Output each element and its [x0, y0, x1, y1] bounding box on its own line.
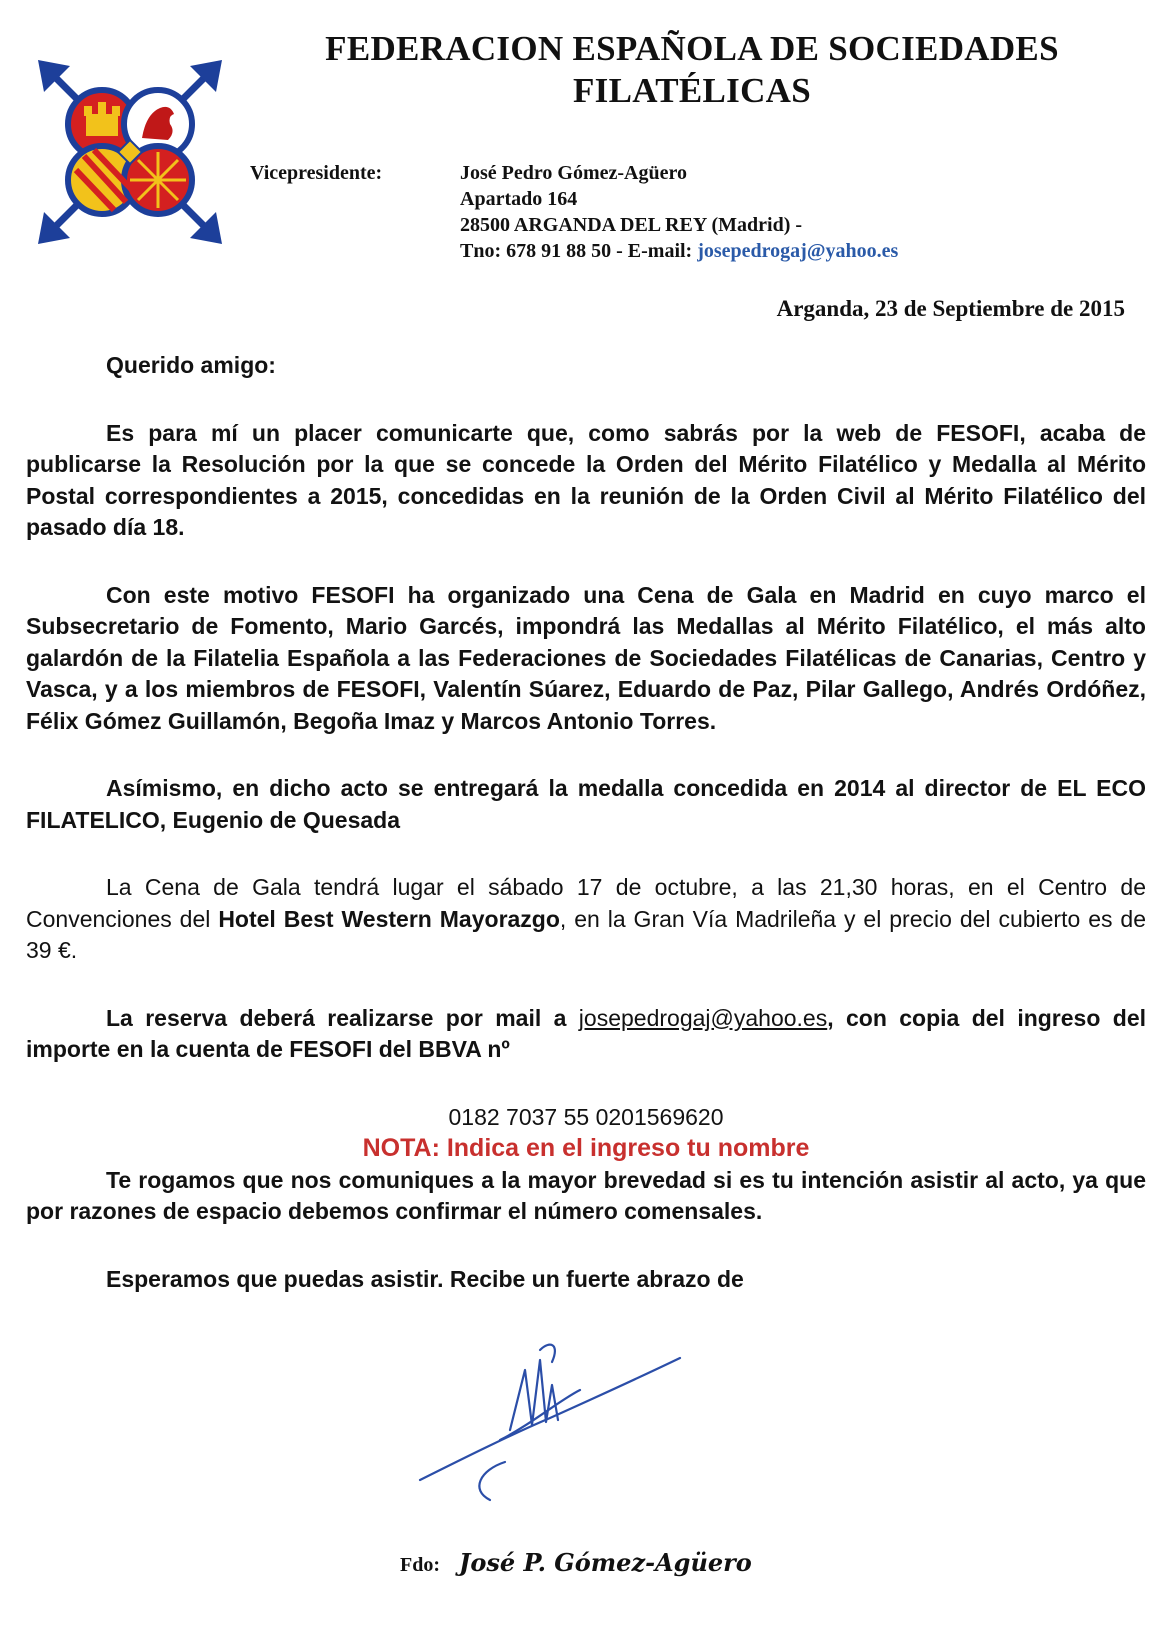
- salutation: Querido amigo:: [106, 352, 276, 378]
- paragraph-4-part-b: , en la Gran Vía Madrileña y el precio del cubierto es de 39 €.: [26, 905, 1146, 963]
- contact-name: José Pedro Gómez-Agüero: [460, 162, 687, 184]
- contact-phone-email: [460, 238, 898, 264]
- paragraph-2: Con este motivo FESOFI ha organizado una Cena de Gala en Madrid en cuyo marco el Subsecretario de Fomento, Mario Garcés, impondrá las Medallas al Mérito Filatélico, el más alto galardón de la Filatelia Española a las Federaciones de Sociedades Filatélicas de Canarias, Centro y Vasca, y a los miembros de FESOFI, Valentín Súarez, Eduardo de Paz, Pilar Gallego, Andrés Ordóñez, Félix Gómez Guillamón, Begoña Imaz y Marcos Antonio Torres.: [26, 581, 1146, 734]
- contact-phone: Tno: 678 91 88 50 - E-mail:: [460, 240, 698, 262]
- contact-address-1: Apartado 164: [460, 188, 578, 210]
- reservation-email-link[interactable]: josepedrogaj@yahoo.es: [578, 1004, 828, 1031]
- fdo-label: Fdo:: [400, 1554, 440, 1576]
- contact-email-link[interactable]: josepedrogaj@yahoo.es: [697, 240, 899, 262]
- organization-title: [262, 28, 1122, 112]
- handwritten-signature-icon: [400, 1330, 700, 1510]
- paragraph-5-part-a: La reserva deberá realizarse por mail a: [106, 1004, 579, 1031]
- paragraph-1: Es para mí un placer comunicarte que, como sabrás por la web de FESOFI, acaba de publicarse la Resolución por la que se concede la Orden del Mérito Filatélico y Medalla al Mérito Postal correspondientes a 2015, concedidas en la reunión de la Orden Civil al Mérito Filatélico del pasado día 18.: [26, 419, 1146, 540]
- letter-body: [26, 350, 1146, 1295]
- hotel-name: Hotel Best Western Mayorazgo: [218, 905, 560, 932]
- contact-role: Vicepresidente:: [250, 162, 383, 184]
- paragraph-6: Te rogamos que nos comuniques a la mayor brevedad si es tu intención asistir al acto, ya que por razones de espacio debemos confirmar el número comensales.: [26, 1166, 1146, 1224]
- paragraph-5-part-b: , con copia del ingreso del importe en la cuenta de FESOFI del BBVA nº: [26, 1004, 1147, 1062]
- signer-name: José P. Gómez-Agüero: [459, 1548, 752, 1577]
- contact-address-2: 28500 ARGANDA DEL REY (Madrid) -: [460, 214, 803, 236]
- title-line-2: FILATÉLICAS: [573, 71, 811, 110]
- fesofi-emblem-icon: [30, 52, 230, 252]
- paragraph-5: [26, 1003, 1146, 1066]
- letter-date: Arganda, 23 de Septiembre de 2015: [776, 296, 1125, 321]
- contact-lines: [460, 160, 898, 264]
- signature-line: [400, 1548, 752, 1577]
- paragraph-4-part-a: La Cena de Gala tendrá lugar el sábado 17 de octubre, a las 21,30 horas, en el Centro de Convenciones del: [26, 874, 1146, 932]
- closing-line: Esperamos que puedas asistir. Recibe un fuerte abrazo de: [106, 1265, 744, 1292]
- bank-account-number: 0182 7037 55 0201569620: [448, 1103, 724, 1130]
- nota-line: NOTA: Indica en el ingreso tu nombre: [362, 1134, 810, 1162]
- title-line-1: FEDERACION ESPAÑOLA DE SOCIEDADES: [325, 29, 1059, 68]
- paragraph-3: Asímismo, en dicho acto se entregará la medalla concedida en 2014 al director de EL ECO FILATELICO, Eugenio de Quesada: [26, 775, 1146, 833]
- paragraph-4: [26, 872, 1146, 967]
